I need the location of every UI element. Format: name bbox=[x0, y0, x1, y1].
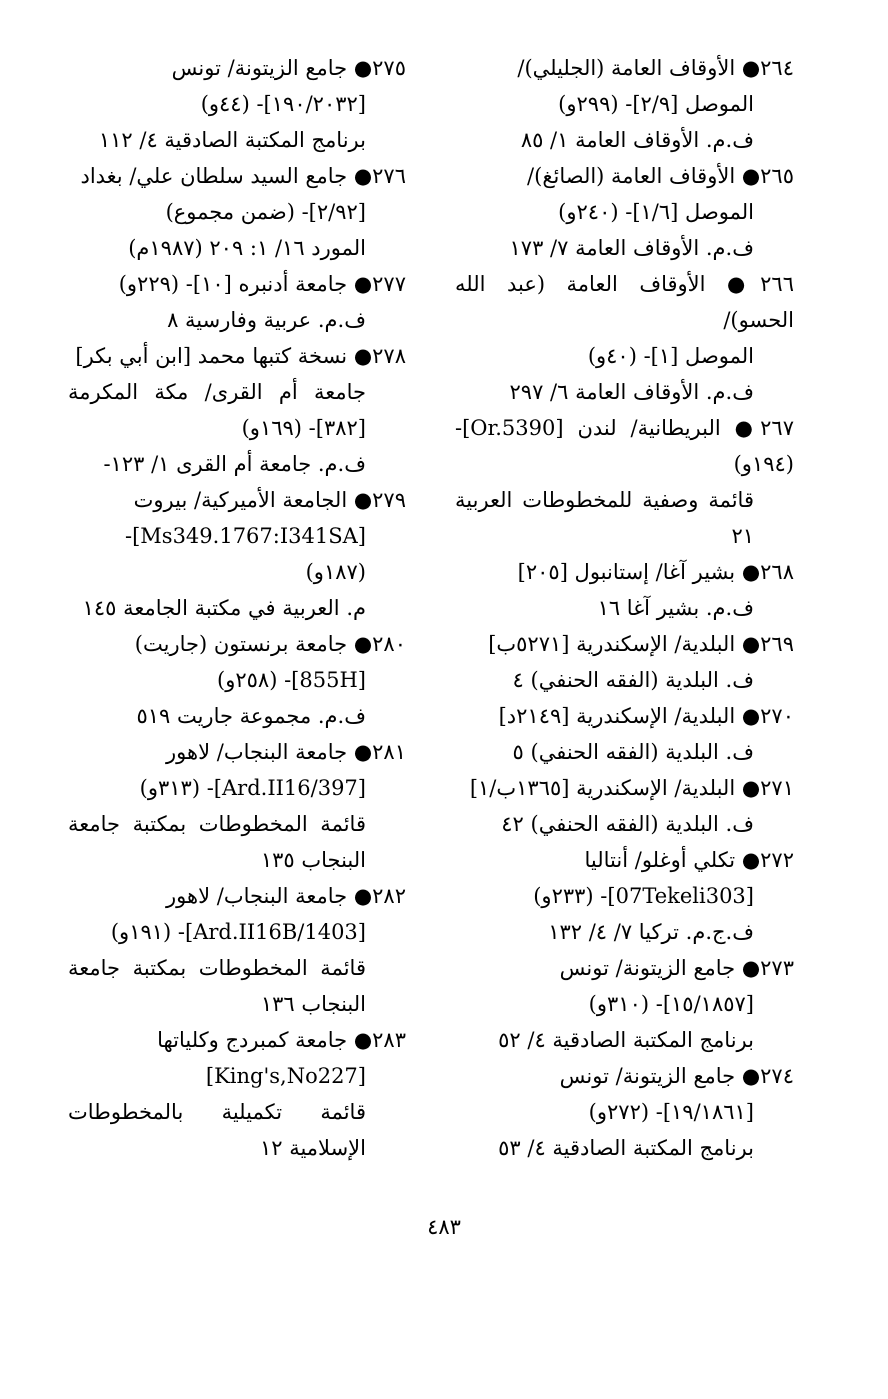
entry-heading: ٢٦٨● بشير آغا/ إستانبول [٢٠٥] bbox=[517, 560, 794, 584]
entry-citation: قائمة وصفية للمخطوطات العربية ٢١ bbox=[455, 488, 754, 548]
entry-heading: ٢٦٧● البريطانية/ لندن [Or.5390]- (١٩٤و) bbox=[455, 416, 794, 476]
entry-heading: ٢٧٧● جامعة أدنبره [١٠]- (٢٢٩و) bbox=[118, 272, 406, 296]
entry-citation: قائمة المخطوطات بمكتبة جامعة البنجاب ١٣٥ bbox=[68, 812, 366, 872]
entry-279 bbox=[68, 482, 406, 626]
entry-heading: ٢٧٤● جامع الزيتونة/ تونس bbox=[559, 1064, 794, 1088]
entry-273 bbox=[455, 950, 794, 1058]
entry-heading: ٢٧٨● نسخة كتبها محمد [ابن أبي بكر] bbox=[75, 344, 406, 368]
entry-citation: قائمة تكميلية بالمخطوطات الإسلامية ١٢ bbox=[68, 1100, 366, 1160]
entry-282 bbox=[68, 878, 406, 1022]
entry-line: [Ard.II16B/1403]- (١٩١و) bbox=[110, 920, 366, 944]
entry-268 bbox=[455, 554, 794, 626]
entry-citation: ف. البلدية (الفقه الحنفي) ٥ bbox=[512, 740, 754, 764]
entry-283 bbox=[68, 1022, 406, 1166]
entry-citation: ف. البلدية (الفقه الحنفي) ٤٢ bbox=[501, 812, 754, 836]
entry-heading: ٢٧٥● جامع الزيتونة/ تونس bbox=[171, 56, 406, 80]
entry-271 bbox=[455, 770, 794, 842]
entry-278 bbox=[68, 338, 406, 482]
entry-citation: ف.م. الأوقاف العامة ١/ ٨٥ bbox=[520, 128, 754, 152]
entry-line: [King's,No227] bbox=[205, 1064, 366, 1088]
entry-line: [Ms349.1767:I341SA]- (١٨٧و) bbox=[125, 524, 366, 584]
entry-citation: برنامج المكتبة الصادقية ٤/ ٥٣ bbox=[498, 1136, 754, 1160]
entry-citation: برنامج المكتبة الصادقية ٤/ ١١٢ bbox=[98, 128, 366, 152]
entry-line: [١٥/١٨٥٧]- (٣١٠و) bbox=[588, 992, 754, 1016]
entry-heading: ٢٨٣● جامعة كمبردج وكلياتها bbox=[157, 1028, 406, 1052]
page-number: ٤٨٣ bbox=[427, 1215, 461, 1239]
entry-line: [855H]- (٢٥٨و) bbox=[217, 668, 366, 692]
entry-citation: ف.م. عربية وفارسية ٨ bbox=[167, 308, 366, 332]
entry-citation: ف.م. الأوقاف العامة ٧/ ١٧٣ bbox=[509, 236, 754, 260]
entry-heading: ٢٧٩● الجامعة الأميركية/ بيروت bbox=[133, 488, 406, 512]
right-column bbox=[455, 50, 794, 1166]
entry-265 bbox=[455, 158, 794, 266]
entry-267 bbox=[455, 410, 794, 554]
entry-heading: ٢٧٣● جامع الزيتونة/ تونس bbox=[559, 956, 794, 980]
entry-line: [07Tekeli303]- (٢٣٣و) bbox=[533, 884, 754, 908]
entry-270 bbox=[455, 698, 794, 770]
entry-line: [Ard.II16/397]- (٣١٣و) bbox=[139, 776, 366, 800]
entry-281 bbox=[68, 734, 406, 878]
entry-264 bbox=[455, 50, 794, 158]
entry-heading: ٢٨٠● جامعة برنستون (جاريت) bbox=[134, 632, 406, 656]
entry-line: الموصل [١]- (٤٠و) bbox=[587, 344, 754, 368]
entry-heading: ٢٧٠● البلدية/ الإسكندرية [٢١٤٩د] bbox=[498, 704, 794, 728]
entry-heading: ٢٧٦● جامع السيد سلطان علي/ بغداد bbox=[80, 164, 406, 188]
entry-citation: ف. البلدية (الفقه الحنفي) ٤ bbox=[512, 668, 754, 692]
entry-line: [١٩/١٨٦١]- (٢٧٢و) bbox=[588, 1100, 754, 1124]
entry-citation: ف.م. جامعة أم القرى ١/ ١٢٣- bbox=[103, 452, 366, 476]
entry-heading: ٢٧١● البلدية/ الإسكندرية [١٣٦٥ب/١] bbox=[469, 776, 794, 800]
entry-citation: ف.م. الأوقاف العامة ٦/ ٢٩٧ bbox=[509, 380, 754, 404]
left-column bbox=[68, 50, 406, 1166]
entry-citation: برنامج المكتبة الصادقية ٤/ ٥٢ bbox=[498, 1028, 754, 1052]
entry-266 bbox=[455, 266, 794, 410]
entry-line: الموصل [١/٦]- (٢٤٠و) bbox=[558, 200, 754, 224]
entry-heading: ٢٦٦● الأوقاف العامة (عبد الله الحسو)/ bbox=[455, 272, 794, 332]
entry-heading: ٢٦٥● الأوقاف العامة (الصائغ)/ bbox=[527, 164, 794, 188]
entry-line: [٢/٩٢]- (ضمن مجموع) bbox=[165, 200, 366, 224]
entry-heading: ٢٨٢● جامعة البنجاب/ لاهور bbox=[166, 884, 406, 908]
entry-heading: ٢٦٤● الأوقاف العامة (الجليلي)/ bbox=[517, 56, 794, 80]
entry-280 bbox=[68, 626, 406, 734]
entry-citation: ف.م. بشير آغا ١٦ bbox=[597, 596, 754, 620]
entry-276 bbox=[68, 158, 406, 266]
entry-heading: ٢٨١● جامعة البنجاب/ لاهور bbox=[166, 740, 406, 764]
entry-citation: المورد ١٦/ ١: ٢٠٩ (١٩٨٧م) bbox=[128, 236, 366, 260]
entry-line: جامعة أم القرى/ مكة المكرمة [٣٨٢]- (١٦٩و) bbox=[68, 380, 366, 440]
entry-citation: م. العربية في مكتبة الجامعة ١٤٥ bbox=[82, 596, 366, 620]
entry-272 bbox=[455, 842, 794, 950]
entry-line: الموصل [٢/٩]- (٢٩٩و) bbox=[558, 92, 754, 116]
entry-275 bbox=[68, 50, 406, 158]
entry-heading: ٢٦٩● البلدية/ الإسكندرية [٥٢٧١ب] bbox=[488, 632, 794, 656]
entry-269 bbox=[455, 626, 794, 698]
entry-citation: ف.ج.م. تركيا ٧/ ٤/ ١٣٢ bbox=[548, 920, 754, 944]
entry-heading: ٢٧٢● تكلي أوغلو/ أنتاليا bbox=[584, 848, 794, 872]
entry-line: [١٩٠/٢٠٣٢]- (٤٤و) bbox=[200, 92, 366, 116]
entry-277 bbox=[68, 266, 406, 338]
entry-citation: ف.م. مجموعة جاريت ٥١٩ bbox=[136, 704, 366, 728]
entry-citation: قائمة المخطوطات بمكتبة جامعة البنجاب ١٣٦ bbox=[68, 956, 366, 1016]
entry-274 bbox=[455, 1058, 794, 1166]
